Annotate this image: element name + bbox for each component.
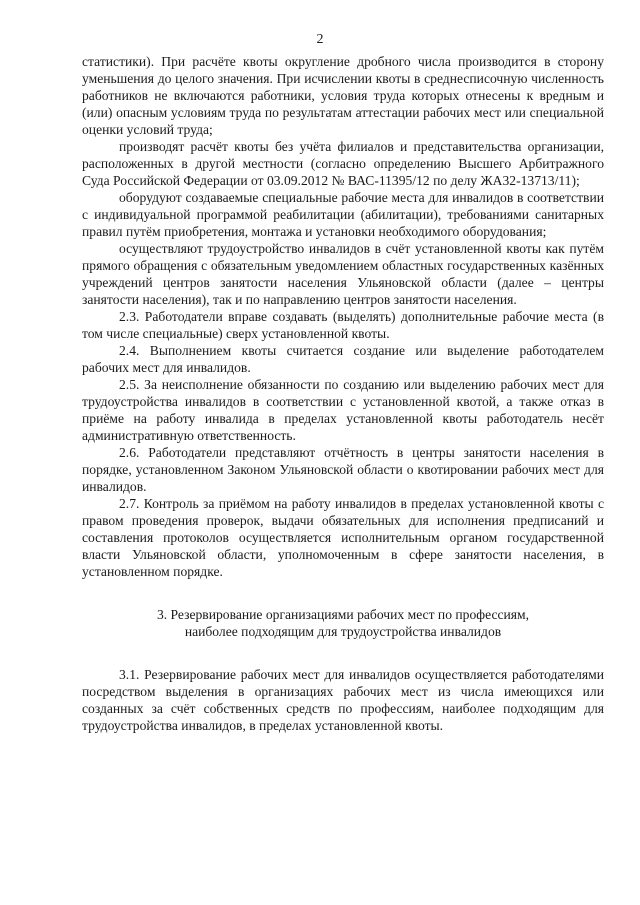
paragraph-2-6: 2.6. Работодатели представляют отчётность в центры занятости населения в порядке, установленном Законом Ульяновской области о квотировании рабочих мест для инвалидов. [82, 445, 604, 494]
paragraph-2-4: 2.4. Выполнением квоты считается создание или выделение работодателем рабочих мест для инвалидов. [82, 343, 604, 375]
paragraph-continuation: статистики). При расчёте квоты округление дробного числа производится в сторону уменьшения до целого значения. При исчислении квоты в среднесписочную численность работников не включаются работники, условия труда которых отнесены к вредным и (или) опасным условиям труда по результатам аттестации рабочих мест или специальной оценки условий труда; [82, 54, 604, 137]
section-heading-line-1: 3. Резервирование организациями рабочих мест по профессиям, [156, 607, 530, 622]
section-heading-line-2: наиболее подходящим для трудоустройства инвалидов [184, 624, 502, 639]
paragraph-employment: осуществляют трудоустройство инвалидов в счёт установленной квоты как путём прямого обращения с обязательным уведомлением областных государственных казённых учреждений центров занятости населения Ульяновской области (далее – центры занятости населения), так и по направлению центров занятости населения. [82, 241, 604, 307]
paragraph-quota-calculation: производят расчёт квоты без учёта филиалов и представительства организации, расположенных в другой местности (согласно определению Высшего Арбитражного Суда Российской Федерации от 03.09.2012 № ВАС-11395/12 по делу ЖА32-13713/11); [82, 139, 604, 188]
paragraph-special-workplaces: оборудуют создаваемые специальные рабочие места для инвалидов в соответствии с индивидуальной программой реабилитации (абилитации), требованиями санитарных правил путём приобретения, монтажа и установки необходимого оборудования; [82, 190, 604, 239]
page-number: 2 [316, 32, 324, 47]
document-body [82, 53, 604, 734]
paragraph-3-1: 3.1. Резервирование рабочих мест для инвалидов осуществляется работодателями посредством выделения в организациях рабочих мест из числа имеющихся или созданных за счёт собственных средств по профессиям, наиболее подходящим для трудоустройства инвалидов, в пределах установленной квоты. [82, 667, 604, 733]
paragraph-2-5: 2.5. За неисполнение обязанности по созданию или выделению рабочих мест для трудоустройства инвалидов в соответствии с установленной квотой, а также отказ в приёме на работу инвалида в пределах установленной квоты работодатель несёт административную ответственность. [82, 377, 604, 443]
paragraph-2-7: 2.7. Контроль за приёмом на работу инвалидов в пределах установленной квоты с правом проведения проверок, выдачи обязательных для исполнения предписаний и составления протоколов осуществляется исполнительным органом государственной власти Ульяновской области, уполномоченным в сфере занятости населения, в установленном порядке. [82, 496, 604, 579]
section-heading [82, 606, 604, 640]
paragraph-2-3: 2.3. Работодатели вправе создавать (выделять) дополнительные рабочие места (в том числе специальные) сверх установленной квоты. [82, 309, 604, 341]
